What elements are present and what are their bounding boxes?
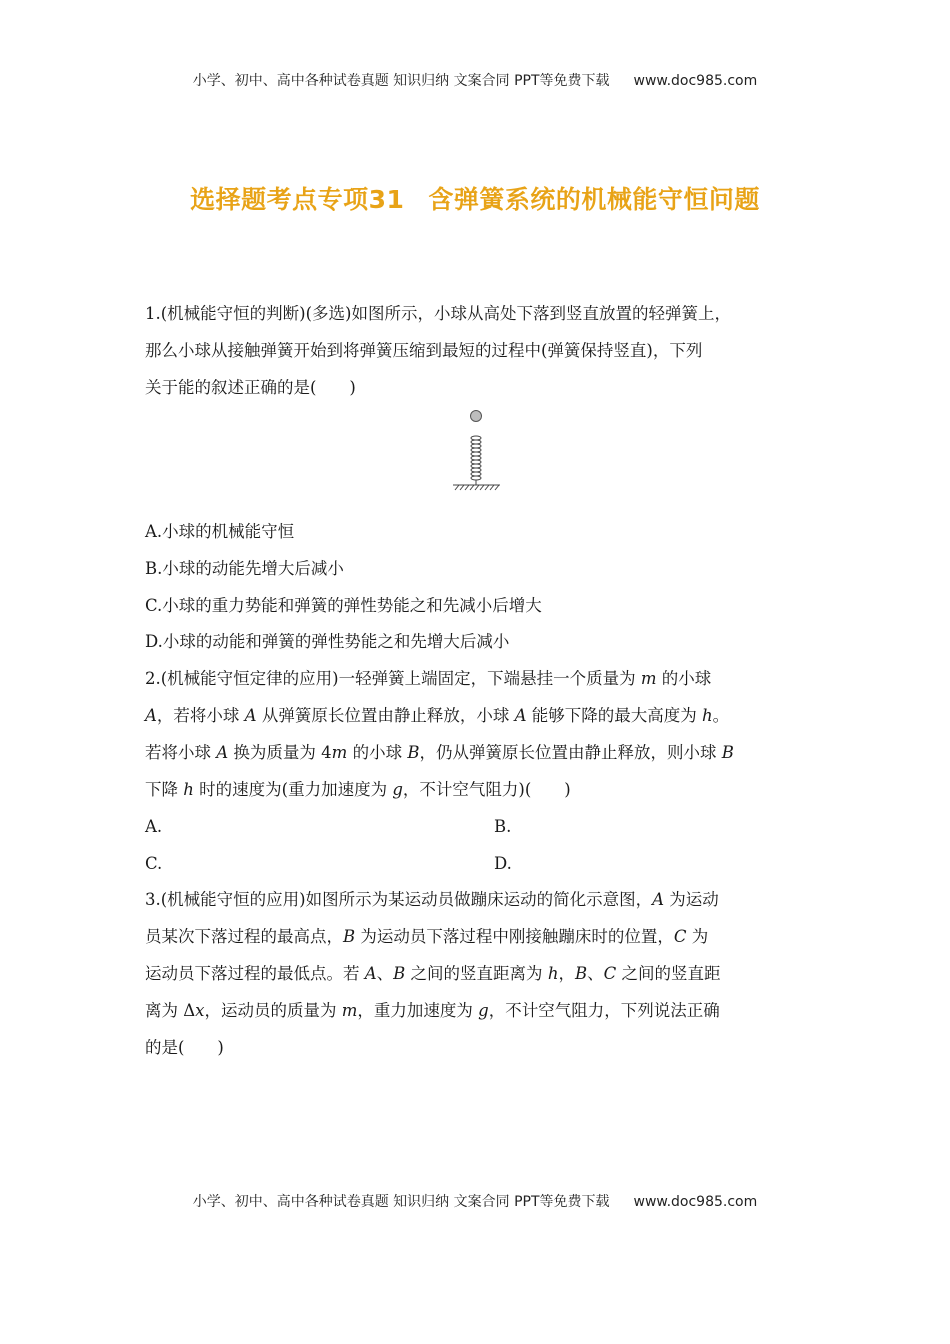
q1-option-c: C.小球的重力势能和弹簧的弹性势能之和先减小后增大: [145, 596, 542, 615]
footer-text: 小学、初中、高中各种试卷真题 知识归纳 文案合同 PPT等免费下载: [192, 1194, 610, 1210]
q3-line5: 的是( ): [145, 1038, 224, 1057]
q2-option-c: C.: [145, 854, 163, 873]
q3-line4: 离为 Δx，运动员的质量为 m，重力加速度为 g，不计空气阻力，下列说法正确: [145, 1001, 720, 1020]
q2-option-d: D.: [494, 854, 512, 873]
q1-line3: 关于能的叙述正确的是( ): [145, 378, 356, 397]
q1-option-d: D.小球的动能和弹簧的弹性势能之和先增大后减小: [145, 632, 510, 651]
q1-line1: 1.(机械能守恒的判断)(多选)如图所示，小球从高处下落到竖直放置的轻弹簧上，: [145, 304, 731, 323]
spring-ball-figure: [450, 405, 505, 495]
q2-line1: 2.(机械能守恒定律的应用)一轻弹簧上端固定，下端悬挂一个质量为 m 的小球: [145, 669, 712, 688]
q1-line2: 那么小球从接触弹簧开始到将弹簧压缩到最短的过程中(弹簧保持竖直)，下列: [145, 341, 703, 360]
ball: [471, 411, 482, 422]
header-site[interactable]: www.doc985.com: [633, 73, 758, 89]
q2-line4: 下降 h 时的速度为(重力加速度为 g，不计空气阻力)( ): [145, 780, 571, 799]
page-header: [0, 70, 950, 90]
q3-line3: 运动员下落过程的最低点。若 A、B 之间的竖直距离为 h，B、C 之间的竖直距: [145, 964, 721, 983]
spring: [471, 436, 481, 485]
q3-line2: 员某次下落过程的最高点，B 为运动员下落过程中刚接触蹦床时的位置，C 为: [145, 927, 709, 946]
page-footer: [0, 1191, 950, 1211]
title-number: 选择题考点专项31: [190, 185, 405, 214]
header-text: 小学、初中、高中各种试卷真题 知识归纳 文案合同 PPT等免费下载: [192, 73, 610, 89]
ground: [453, 485, 500, 490]
q1-option-a: A.小球的机械能守恒: [145, 522, 295, 541]
q2-option-a: A.: [145, 817, 163, 836]
q2-line3: 若将小球 A 换为质量为 4m 的小球 B，仍从弹簧原长位置由静止释放，则小球 B: [145, 743, 734, 762]
footer-site[interactable]: www.doc985.com: [633, 1194, 758, 1210]
q2-line2: A，若将小球 A 从弹簧原长位置由静止释放，小球 A 能够下降的最大高度为 h。: [145, 706, 730, 725]
title-text: 含弹簧系统的机械能守恒问题: [428, 185, 760, 214]
q1-option-b: B.小球的动能先增大后减小: [145, 559, 344, 578]
q3-line1: 3.(机械能守恒的应用)如图所示为某运动员做蹦床运动的简化示意图，A 为运动: [145, 890, 719, 909]
q2-option-b: B.: [494, 817, 512, 836]
page-title: [0, 180, 950, 216]
